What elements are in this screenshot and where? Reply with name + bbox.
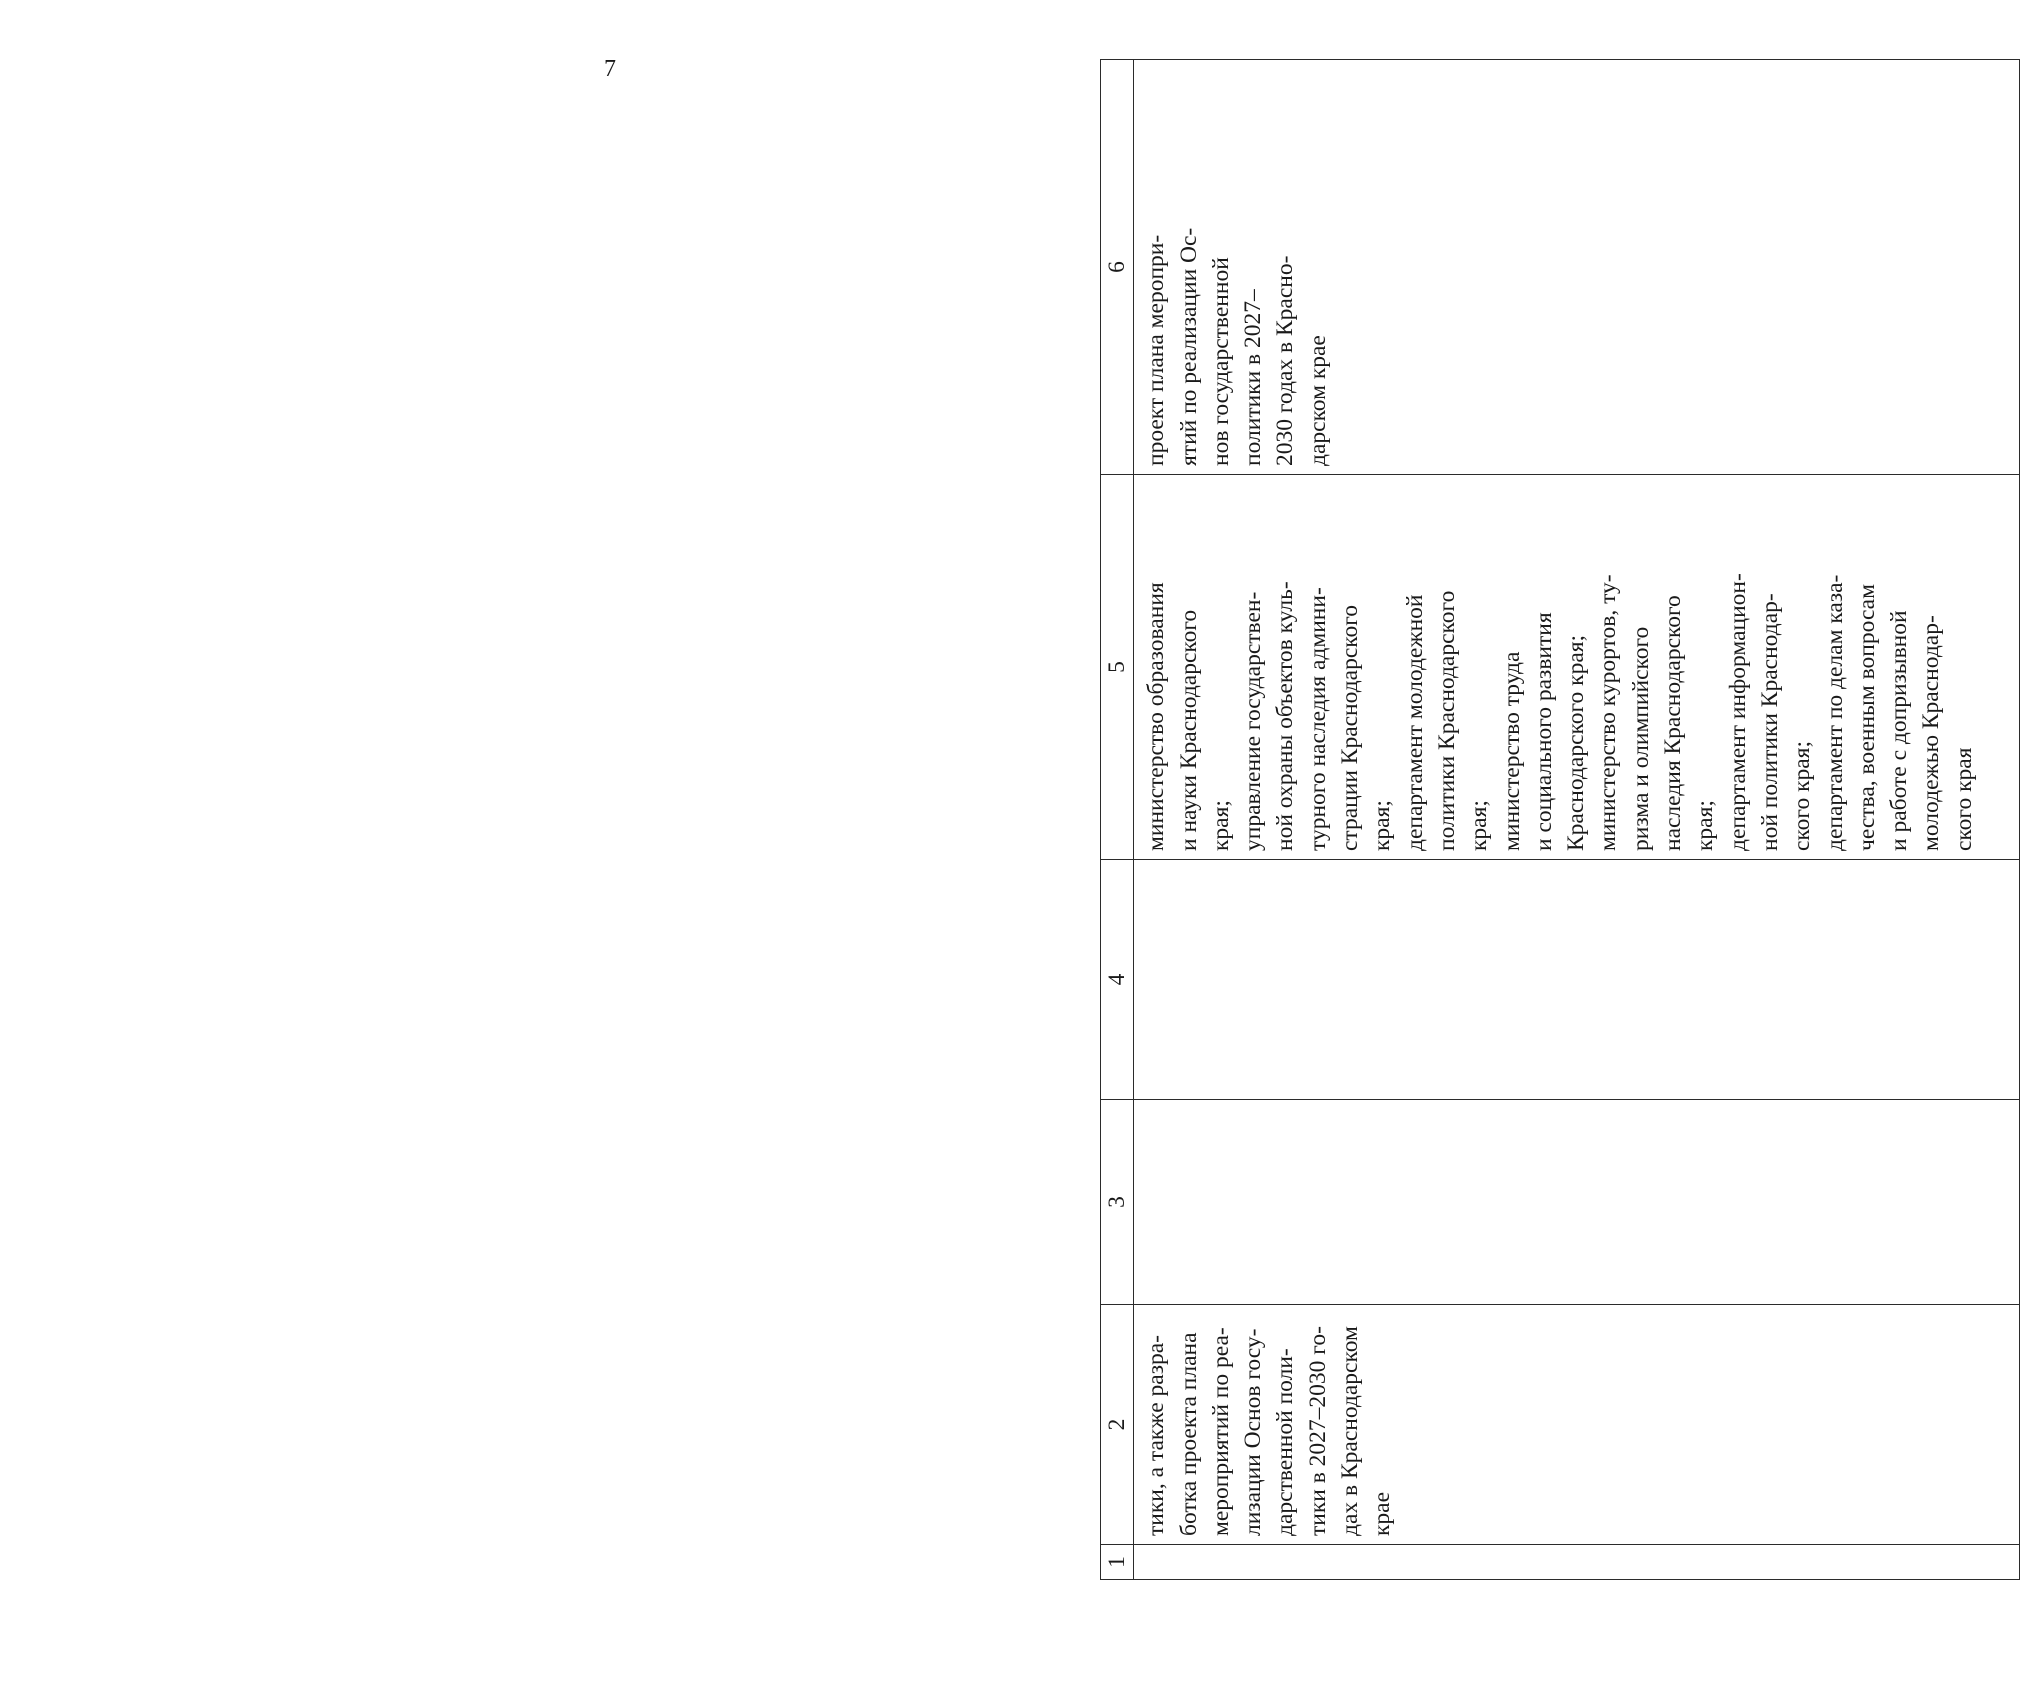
cell-activity [1134,1305,2020,1545]
table-row [1134,60,2020,1580]
cell-activity-text: тики, а также разра- ботка проекта плана мероприятий по реа- лизации Основ госу- дарственной поли- тики в 2027–2030 го- дах в Краснодарском крае [1143,1326,1396,1536]
header-cell-1: 1 [1101,1545,1134,1580]
cell-responsible [1134,475,2020,860]
header-cell-2: 2 [1101,1305,1134,1545]
cell-result [1134,60,2020,475]
header-cell-3: 3 [1101,1100,1134,1305]
cell-number [1134,1545,2020,1580]
page-number: 7 [604,56,616,82]
document-table [1100,59,2020,1580]
cell-col3 [1134,1100,2020,1305]
header-cell-6: 6 [1101,60,1134,475]
table-header-row [1101,60,1134,1580]
cell-result-text: проект плана меропри- ятий по реализации Ос- нов государственной политики в 2027– 2030 годах в Красно- дарском крае [1143,227,1331,466]
header-cell-4: 4 [1101,860,1134,1100]
header-cell-5: 5 [1101,475,1134,860]
cell-responsible-text: министерство образования и науки Краснодарского края; управление государствен- ной охраны объектов куль- турного наследия админи- страции Краснодарского края; департамент молодежной политики Краснодарского края; министерство труда и социального развития Краснодарского края; министерство курортов, ту- ризма и олимпийского наследия Краснодарского края; департамент информацион- ной политики Краснодар- ского края; департамент по делам каза- чества, военным вопросам и работе с допризывной молодежью Краснодар- ского края [1143,573,1977,851]
cell-col4 [1134,860,2020,1100]
rotated-table-container [1100,60,2020,1580]
